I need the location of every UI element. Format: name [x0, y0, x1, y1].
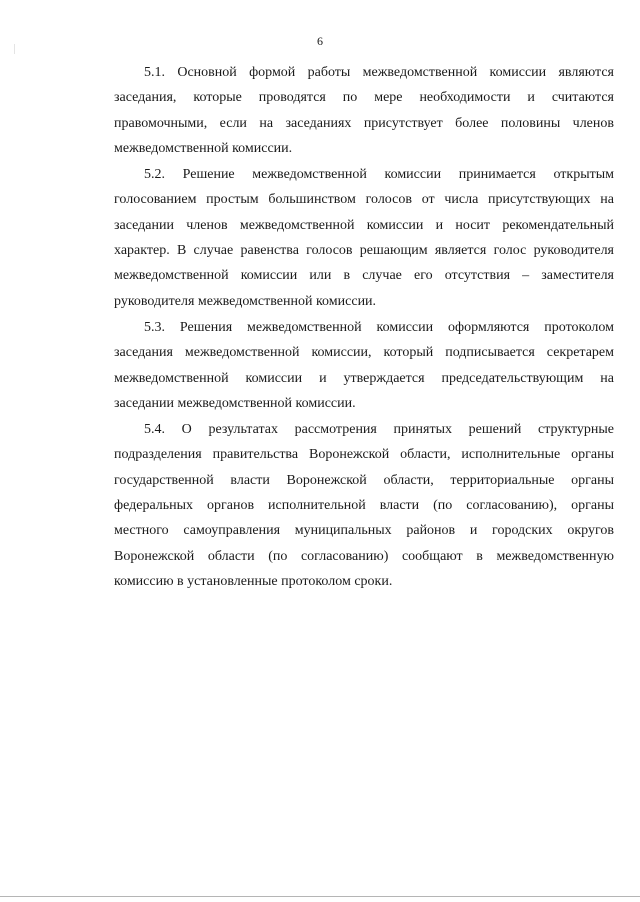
text-line: межведомственной комиссии и утверждается председательствующим на — [114, 370, 614, 386]
paragraph-5-1 — [114, 60, 614, 161]
page-number: 6 — [317, 34, 323, 48]
text-line: 5.3. Решения межведомственной комиссии оформляются протоколом — [144, 319, 614, 335]
text-line: голосованием простым большинством голосов от числа присутствующих на — [114, 192, 614, 208]
paragraph-5-3 — [114, 315, 614, 416]
text-line: характер. В случае равенства голосов решающим является голос руководителя — [114, 243, 614, 259]
text-line: государственной власти Воронежской области, территориальные органы — [114, 472, 614, 488]
text-line: федеральных органов исполнительной власти (по согласованию), органы — [114, 498, 614, 514]
text-line: заседании межведомственной комиссии. — [114, 395, 356, 411]
text-line: подразделения правительства Воронежской области, исполнительные органы — [114, 447, 614, 463]
text-line: заседания, которые проводятся по мере необходимости и считаются — [114, 90, 614, 106]
text-line: 5.2. Решение межведомственной комиссии принимается открытым — [144, 167, 614, 183]
text-line: местного самоуправления муниципальных районов и городских округов — [114, 523, 614, 539]
paragraph-5-2 — [114, 162, 614, 314]
text-line: правомочными, если на заседаниях присутствует более половины членов — [114, 115, 614, 131]
text-line: заседания межведомственной комиссии, который подписывается секретарем — [114, 345, 614, 361]
document-body — [114, 60, 614, 594]
paragraph-5-4 — [114, 417, 614, 594]
text-line: 5.1. Основной формой работы межведомственной комиссии являются — [144, 65, 614, 80]
text-line: 5.4. О результатах рассмотрения принятых решений структурные — [144, 422, 614, 438]
text-line: заседании членов межведомственной комиссии и носит рекомендательный — [114, 217, 614, 233]
text-line: межведомственной комиссии. — [114, 140, 293, 156]
text-line: Воронежской области (по согласованию) сообщают в межведомственную — [114, 548, 614, 564]
text-line: руководителя межведомственной комиссии. — [114, 293, 377, 309]
page-bottom-rule — [0, 896, 640, 897]
text-line: комиссию в установленные протоколом сроки. — [114, 573, 393, 589]
text-line: межведомственной комиссии или в случае его отсутствия – заместителя — [114, 268, 614, 284]
